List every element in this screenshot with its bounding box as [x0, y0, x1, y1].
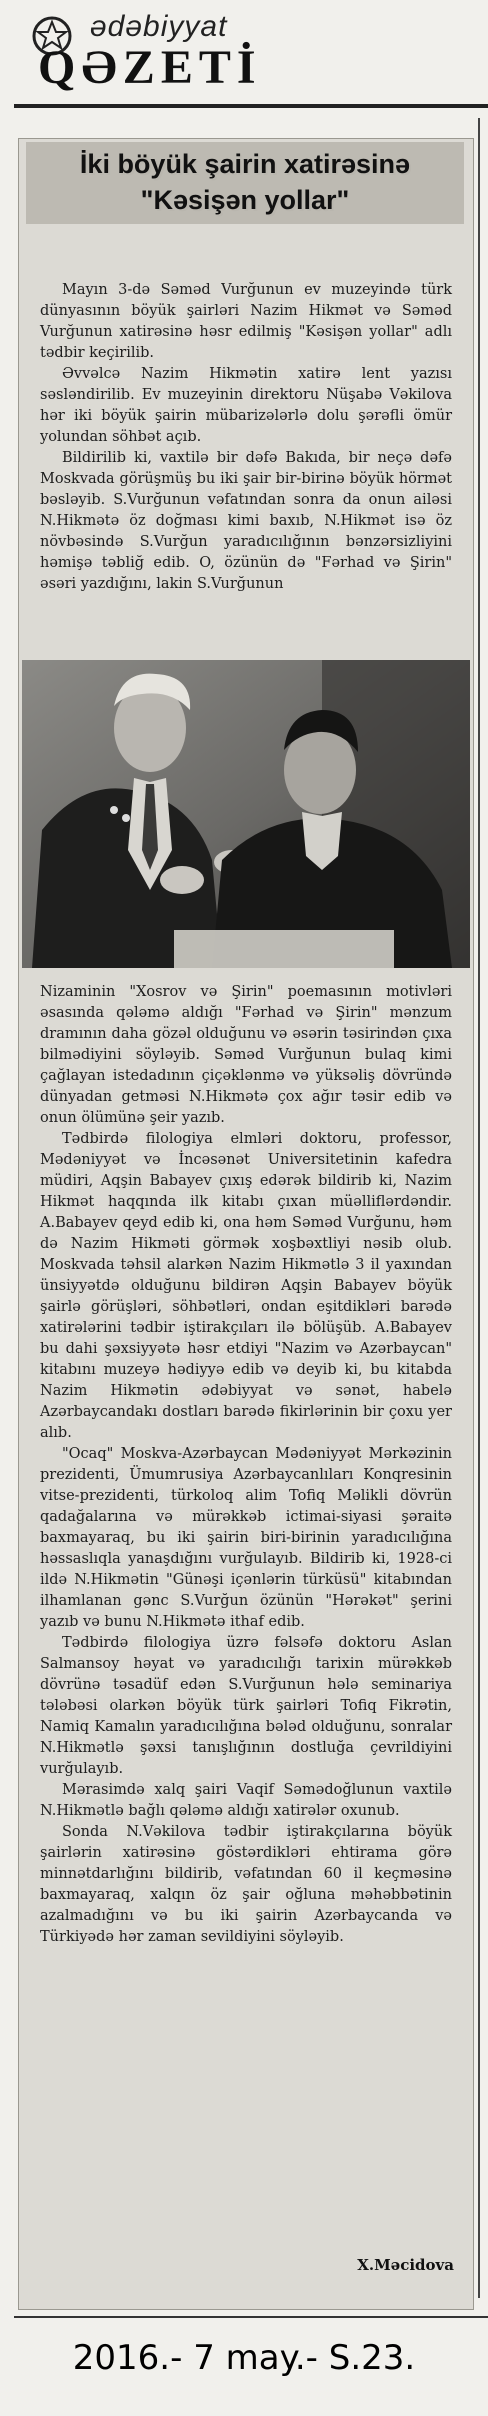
bottom-rule: [14, 2316, 488, 2318]
paragraph: Sonda N.Vəkilova tədbir iştirakçılarına böyük şairlərin xatirəsinə göstərdikləri ehtirama görə minnətdarlığını bildirib, vəfatından 60 il keçməsinə baxmayaraq, xalqın öz şair oğluna məhəbbətinin azalmadığını və bu iki şairin Azərbaycanda və Türkiyədə hər zaman sevildiyini söyləyib.: [40, 1824, 452, 1945]
article-body-top: [40, 280, 452, 595]
paragraph: Mərasimdə xalq şairi Vaqif Səmədoğlunun vaxtilə N.Hikmətlə bağlı qələmə aldığı xatirələr oxunub.: [40, 1782, 452, 1819]
paragraph: "Ocaq" Moskva-Azərbaycan Mədəniyyət Mərkəzinin prezidenti, Ümumrusiya Azərbaycanlıları Konqresinin vitse-prezidenti, türkoloq alim Tofiq Məlikli dövrün qadağalarına və mürəkkəb ictimai-siyasi şəraitə baxmayaraq, bu iki şairin biri-birinin yaradıcılığına həssaslıqla yanaşdığını vurğulayıb. Bildirib ki, 1928-ci ildə N.Hikmətin "Günəşi içənlərin türküsü" kitabından ilhamlanan gənc S.Vurğun özünün "Hərəkət" şerini yazıb və bunu N.Hikmətə ithaf edib.: [40, 1446, 452, 1630]
publication-date: 2016.- 7 may.- S.23.: [72, 2338, 416, 2378]
column-rule: [478, 118, 480, 2298]
paragraph: Tədbirdə filologiya üzrə fəlsəfə doktoru Aslan Salmansoy həyat və yaradıcılığı tarixin mürəkkəb dövrünə təsadüf edən S.Vurğunun hələ seminariya tələbəsi olarkən böyük türk şairləri Tofiq Fikrətin, Namiq Kamalın yaradıcılığına bələd olduğunu, sonralar N.Hikmətlə şəxsi tanışlığının dostluğa çevrildiyini vurğulayıb.: [40, 1635, 452, 1777]
article-headline: İki böyük şairin xatirəsinə "Kəsişən yollar": [79, 149, 411, 215]
paragraph: Bildirilib ki, vaxtilə bir dəfə Bakıda, bir neçə dəfə Moskvada görüşmüş bu iki şair bir-birinə böyük hörmət bəsləyib. S.Vurğunun vəfatından sonra da onun ailəsi N.Hikmətə öz doğması kimi baxıb, N.Hikmət isə öz növbəsində S.Vurğun yaradıcılığının bənzərsizliyini həmişə təbliğ edib. O, özünün də "Fərhad və Şirin" əsəri yazdığını, lakin S.Vurğunun: [40, 450, 452, 592]
author-signature: X.Məcidova: [357, 2256, 454, 2274]
masthead-line2: QƏZETİ: [38, 41, 262, 94]
paragraph: Mayın 3-də Səməd Vurğunun ev muzeyində türk dünyasının böyük şairləri Nazim Hikmət və Səməd Vurğunun xatirəsinə həsr edilmiş "Kəsişən yollar" adlı tədbir keçirilib.: [40, 282, 452, 361]
two-men-photo-image: [22, 660, 470, 968]
paragraph: Nizaminin "Xosrov və Şirin" poemasının motivləri əsasında qələmə aldığı "Fərhad və Şirin" mənzum dramının daha gözəl olduğunu və əsərin təsirindən çıxa bilmədiyini söyləyib. Səməd Vurğunun bulaq kimi çağlayan istedadının çiçəklənmə və yüksəliş dövründə dünyadan getməsi N.Hikmətə çox ağır təsir edib və onun ölümünə şeir yazıb.: [40, 984, 452, 1126]
top-rule: [14, 104, 488, 108]
masthead: [30, 6, 330, 98]
article-body-bottom: [40, 982, 452, 1948]
paragraph: Əvvəlcə Nazim Hikmətin xatirə lent yazısı səsləndirilib. Ev muzeyinin direktoru Nüşabə Vəkilova hər iki böyük şairin mübarizələrlə dolu şərəfli ömür yolundan söhbət açıb.: [40, 366, 452, 445]
paragraph: Tədbirdə filologiya elmləri doktoru, professor, Mədəniyyət və İncəsənət Universitetinin kafedra müdiri, Aqşin Babayev çıxış edərək bildirib ki, Nazim Hikmət haqqında ilk kitabı çıxan müəlliflərdəndir. A.Babayev qeyd edib ki, ona həm Səməd Vurğunu, həm də Nazim Hikməti görmək xoşbəxtliyi nəsib olub. Moskvada təhsil alarkən Nazim Hikmətlə 3 il yaxından ünsiyyətdə olduğunu bildirən Aqşin Babayev böyük şairlə görüşləri, söhbətləri, ondan eşitdikləri barədə xatirələrini tədbir iştirakçıları ilə bölüşüb. A.Babayev bu dahi şəxsiyyətə həsr etdiyi "Nazim və Azərbaycan" kitabını muzeyə hədiyyə edib və deyib ki, bu kitabda Nazim Hikmətin ədəbiyyat və sənət, habelə Azərbaycandakı dostları barədə fikirlərinin bir çoxu yer alıb.: [40, 1131, 452, 1441]
masthead-line1: ədəbiyyat: [90, 10, 228, 43]
article-photo: [22, 660, 470, 968]
